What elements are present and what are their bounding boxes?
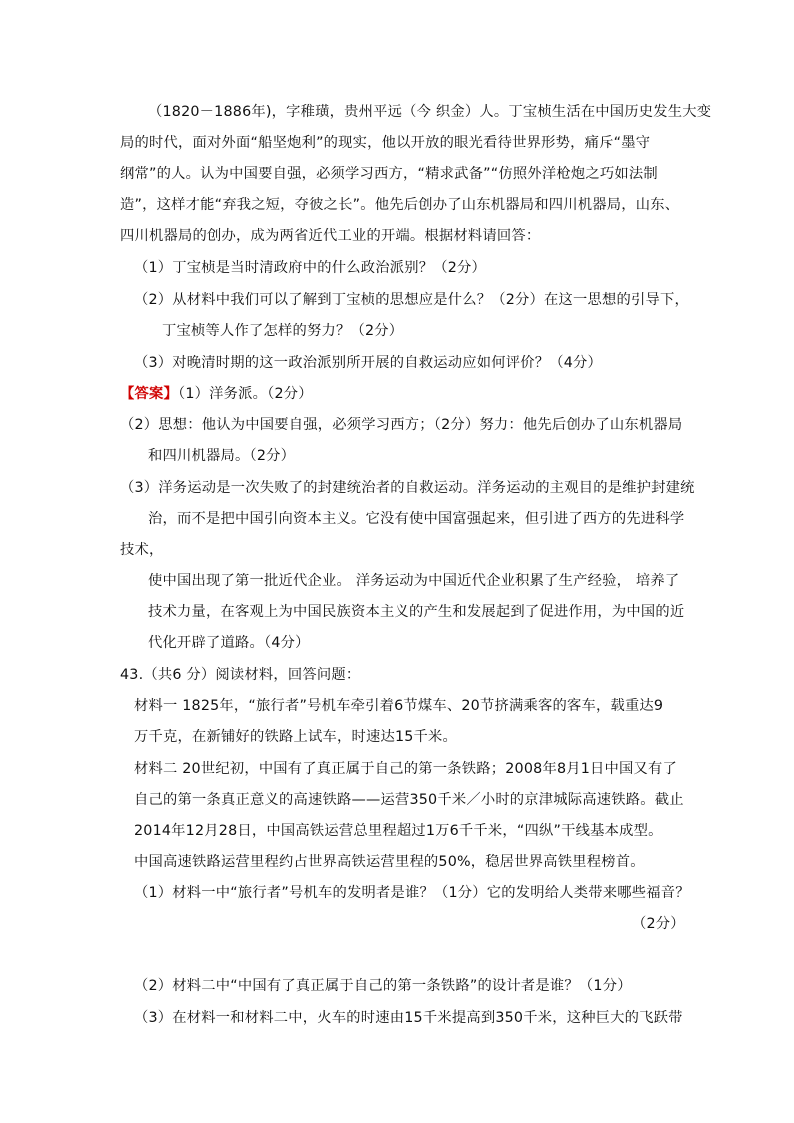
subquestion-2: （2）材料二中“中国有了真正属于自己的第一条铁路”的设计者是谁？（1分） xyxy=(134,978,632,994)
answer-3-line-2: 治，而不是把中国引向资本主义。它没有使中国富强起来，但引进了西方的先进科学 xyxy=(148,511,685,527)
material-2-line-2: 自己的第一条真正意义的高速铁路——运营350千米／小时的京津城际高速铁路。截止 xyxy=(134,792,684,808)
answer-1: （1）洋务派。（2分） xyxy=(178,386,313,402)
intro-line-4: 造”，这样才能“弃我之短，夺彼之长”。他先后创办了山东机器局和四川机器局，山东、 xyxy=(120,197,680,213)
answer-2-line-2: 和四川机器局。（2分） xyxy=(148,448,296,464)
answer-2-line-1: （2）思想：他认为中国要自强，必须学习西方；（2分）努力：他先后创办了山东机器局 xyxy=(120,417,683,433)
question-43-heading: 43.（共6 分）阅读材料，回答问题： xyxy=(120,667,361,683)
intro-line-5: 四川机器局的创办，成为两省近代工业的开端。根据材料请回答： xyxy=(120,228,541,244)
material-2-line-1: 材料二 20世纪初，中国有了真正属于自己的第一条铁路；2008年8月1日中国又有了 xyxy=(134,761,678,777)
question-3: （3）对晚清时期的这一政治派别所开展的自救运动应如何评价？（4分） xyxy=(134,355,602,371)
intro-line-3: 纲常”的人。认为中国要自强，必须学习西方，“精求武备”“仿照外洋枪炮之巧如法制 xyxy=(120,166,658,182)
answer-3-line-4: 使中国出现了第一批近代企业。 洋务运动为中国近代企业积累了生产经验， 培养了 xyxy=(148,573,680,589)
subquestion-1: （1）材料一中“旅行者”号机车的发明者是谁？（1分）它的发明给人类带来哪些福音？ xyxy=(134,885,690,901)
question-2-line-1: （2）从材料中我们可以了解到丁宝桢的思想应是什么？（2分）在这一思想的引导下， xyxy=(134,292,689,308)
answer-3-line-1: （3）洋务运动是一次失败了的封建统治者的自救运动。洋务运动的主观目的是维护封建统 xyxy=(120,480,695,496)
question-1: （1）丁宝桢是当时清政府中的什么政治派别？（2分） xyxy=(134,260,487,276)
intro-line-1: （1820－1886年)，字稚璜，贵州平远（今 织金）人。丁宝桢生活在中国历史发生大变 xyxy=(148,104,712,120)
answer-1-line xyxy=(120,384,313,404)
intro-line-2: 局的时代，面对外面“船坚炮利”的现实，他以开放的眼光看待世界形势，痛斥“墨守 xyxy=(120,135,651,151)
question-2-line-2: 丁宝桢等人作了怎样的努力？（2分） xyxy=(162,323,404,339)
material-1-line-2: 万千克，在新铺好的铁路上试车，时速达15千米。 xyxy=(134,729,458,745)
material-1-line-1: 材料一 1825年，“旅行者”号机车牵引着6节煤车、20节挤满乘客的客车，载重达9 xyxy=(134,698,664,714)
material-2-line-3: 2014年12月28日，中国高铁运营总里程超过1万6千千米，“四纵”干线基本成型。 xyxy=(134,823,663,839)
answer-3-line-6: 代化开辟了道路。（4分） xyxy=(148,635,310,651)
subquestion-3: （3）在材料一和材料二中，火车的时速由15千米提高到350千米，这种巨大的飞跃带 xyxy=(134,1010,683,1026)
answer-3-line-3: 技术， xyxy=(120,542,164,558)
subquestion-1-score: （2分） xyxy=(632,916,685,932)
material-2-line-4: 中国高速铁路运营里程约占世界高铁运营里程的50%，稳居世界高铁里程榜首。 xyxy=(134,854,645,870)
answer-tag: 【答案】 xyxy=(120,386,178,402)
answer-3-line-5: 技术力量，在客观上为中国民族资本主义的产生和发展起到了促进作用，为中国的近 xyxy=(148,604,685,620)
